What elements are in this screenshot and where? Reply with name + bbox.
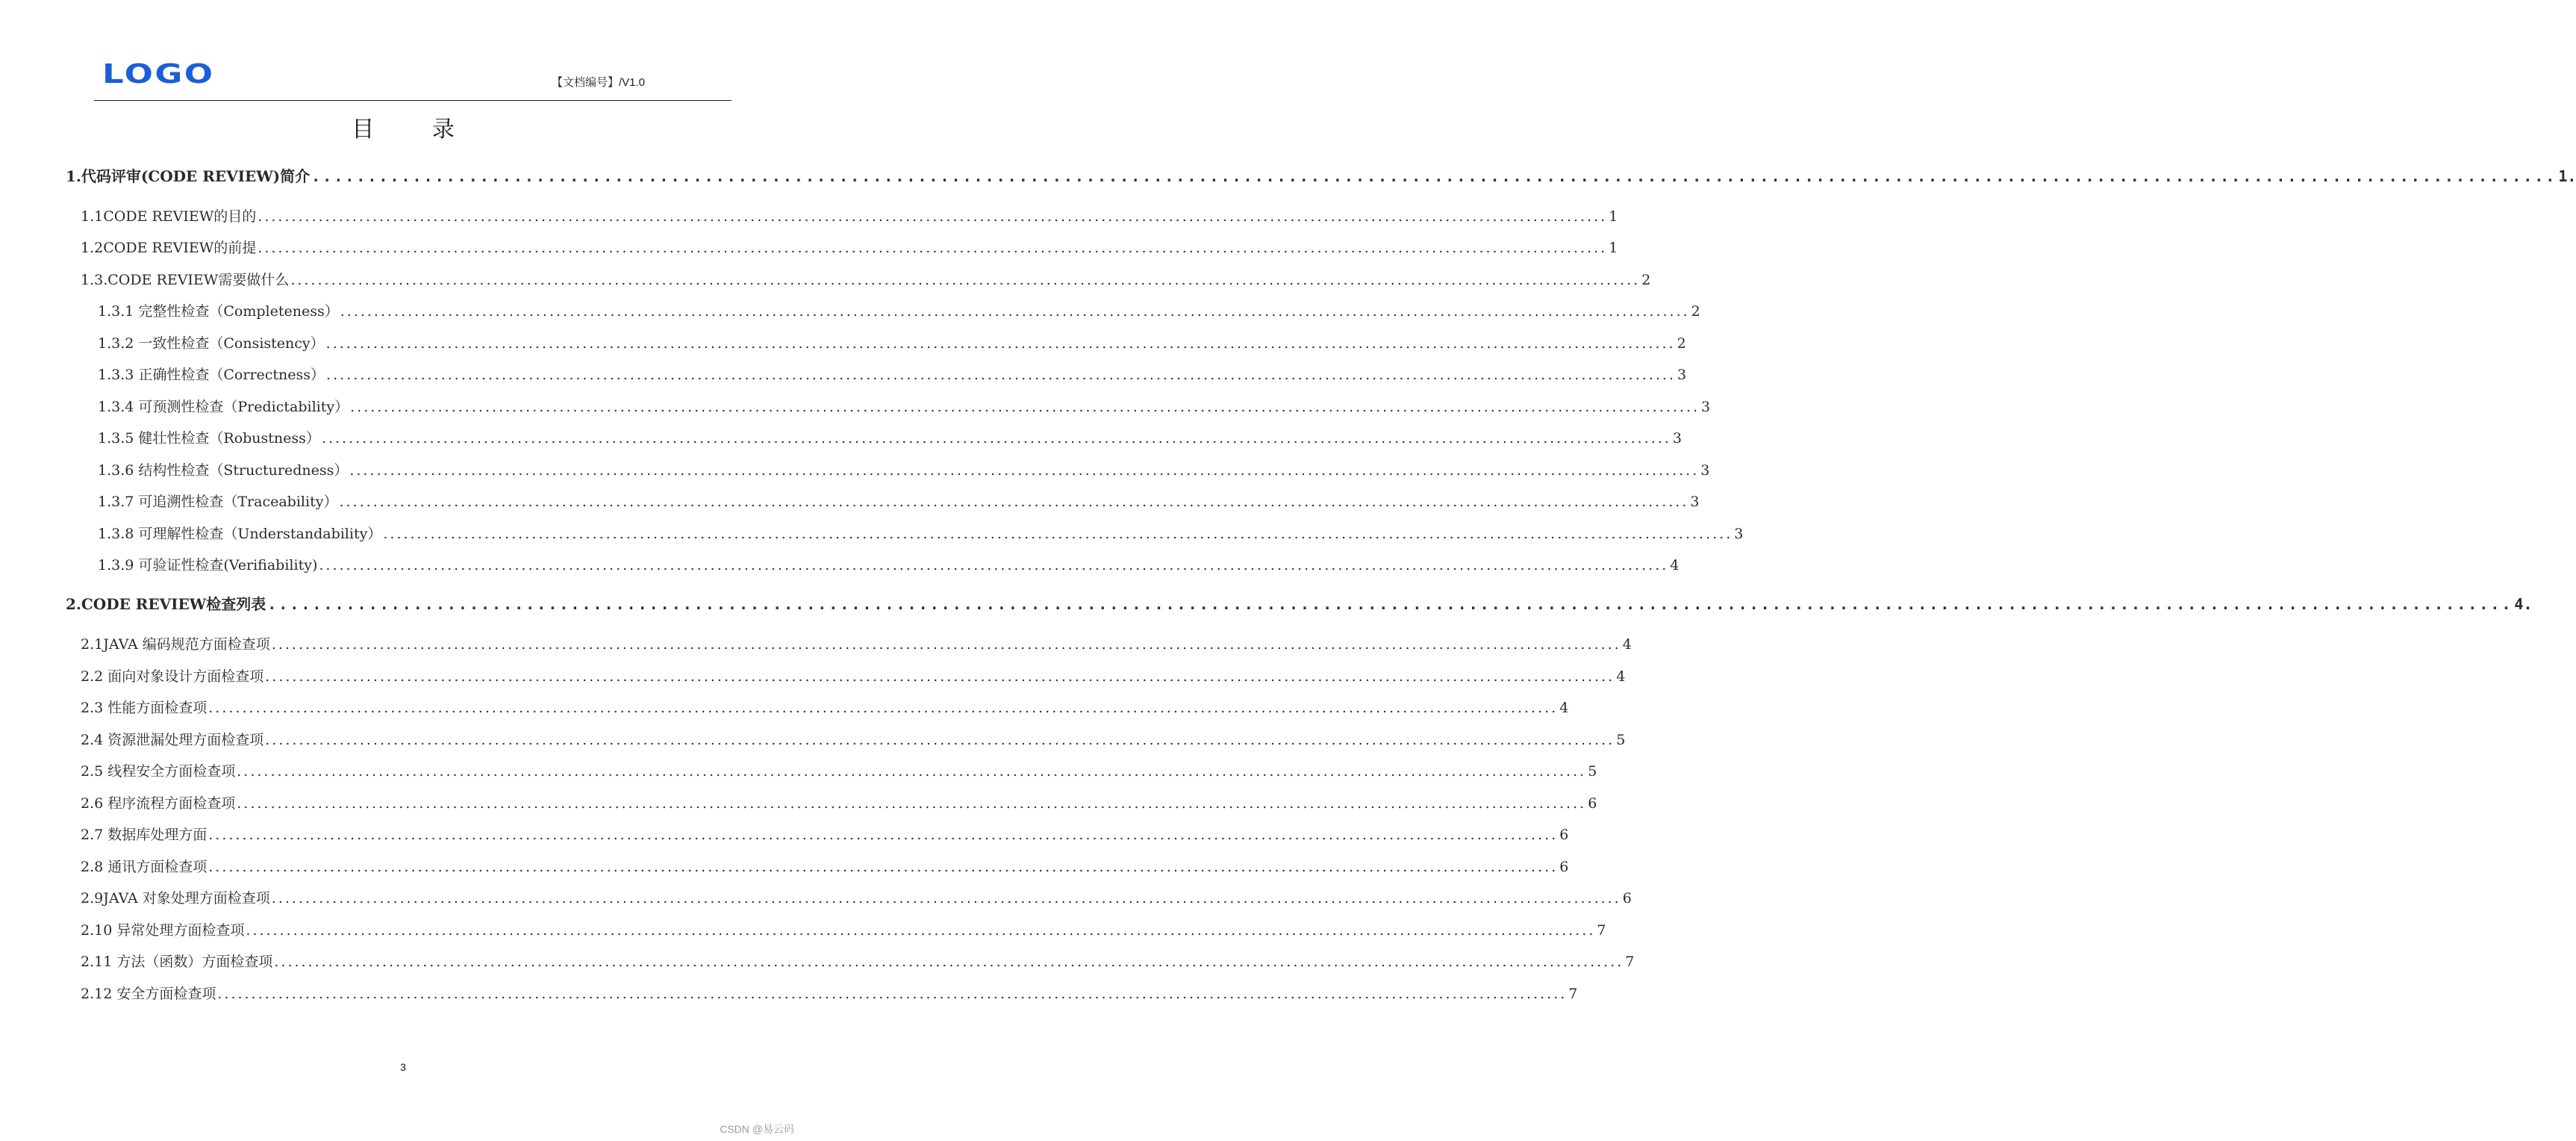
document-code: 【文档编号】/V1.0 (551, 76, 645, 89)
toc-leader-dots: ........................................................................................................................................................................................................ (319, 557, 1669, 573)
toc-entry[interactable] (81, 824, 1569, 845)
toc-entry[interactable] (81, 983, 1578, 1004)
toc-leader-dots: ........................................................................................................................................................................................................ (349, 462, 1700, 479)
toc-entry[interactable] (98, 364, 1687, 385)
toc-entry-label: 1.3.2 一致性检查（Consistency） (98, 335, 325, 352)
toc-entry-label: 1.3.7 可追溯性检查（Traceability） (98, 494, 338, 510)
toc-entry-label: 1.3.CODE REVIEW需要做什么 (81, 272, 290, 288)
toc-leader-dots: ........................................................................................................................................................................................................ (340, 303, 1690, 320)
toc-entry-page: 7 (1625, 954, 1635, 970)
toc-entry[interactable] (98, 491, 1700, 512)
toc-entry-label: 2.CODE REVIEW检查列表 (66, 595, 266, 613)
toc-leader-dots: ........................................................................................................................................................................................................ (321, 430, 1671, 447)
toc-entry-page: 2 (1677, 335, 1686, 352)
toc-entry-page: 3 (1734, 526, 1744, 542)
toc-entry[interactable] (81, 237, 1618, 258)
toc-leader-dots: ........................................................................................................................................................................................................ (326, 367, 1676, 383)
toc-entry-label: 1.2CODE REVIEW的前提 (81, 240, 257, 256)
toc-entry-label: 1.3.5 健壮性检查（Robustness） (98, 430, 320, 447)
toc-entry[interactable] (81, 856, 1569, 877)
toc-entry[interactable] (98, 333, 1686, 354)
toc-entry-page: 1. (2558, 167, 2576, 185)
toc-entry[interactable] (81, 920, 1606, 941)
toc-entry-page: 6 (1588, 795, 1597, 812)
toc-leader-dots: ........................................................................................................................................................................................................ (274, 954, 1624, 970)
toc-entry-label: 1.3.6 结构性检查（Structuredness） (98, 462, 349, 479)
toc-entry-label: 2.7 数据库处理方面 (81, 827, 208, 843)
toc-entry[interactable] (81, 761, 1597, 782)
toc-entry-page: 1 (1609, 240, 1618, 256)
toc-entry[interactable] (98, 397, 1711, 417)
toc-leader-dots: ........................................................................................................................................................................................................ (325, 335, 1676, 352)
toc-entry[interactable] (81, 951, 1635, 972)
watermark: CSDN @易云码 (720, 1123, 794, 1135)
toc-entry-label: 1.3.1 完整性检查（Completeness） (98, 303, 339, 320)
logo: LOGO (102, 59, 215, 90)
toc-entry[interactable] (98, 523, 1744, 544)
toc-leader-dots: ........................................................................................................................................................................................................ (383, 526, 1733, 542)
toc-leader-dots: ........................................................................................................................................................................................................ (339, 494, 1689, 510)
toc-entry-page: 4 (1670, 557, 1680, 573)
toc-leader-dots: ........................................................................................................................................................................................................ (237, 795, 1587, 812)
toc-entry[interactable] (98, 555, 1680, 576)
toc-entry-page: 7 (1597, 922, 1606, 939)
toc-entry[interactable] (81, 634, 1632, 655)
toc-leader-dots: ........................................................................................................................................................................................................ (290, 272, 1641, 288)
toc-entry-label: 1.3.4 可预测性检查（Predictability） (98, 399, 349, 415)
toc-leader-dots: ........................................................................................................................................................................................................ (208, 700, 1559, 716)
toc-entry[interactable] (98, 428, 1682, 449)
toc-leader-dots: ........................................................................................................................................................................................................ (246, 922, 1596, 939)
toc-leader-dots: ........................................................................................................................................................................................................ (258, 240, 1608, 256)
toc-entry-page: 4. (2514, 595, 2533, 613)
page-number: 3 (400, 1061, 406, 1073)
toc-entry-page: 6 (1559, 827, 1569, 843)
toc-entry-label: 2.9JAVA 对象处理方面检查项 (81, 890, 270, 907)
toc-leader-dots: ........................................................................................................................................................................................................ (217, 986, 1568, 1002)
toc-entry-page: 4 (1559, 700, 1569, 716)
toc-leader-dots: ........................................................................................................................................................................................................ (350, 399, 1700, 415)
toc-entry-label: 2.10 异常处理方面检查项 (81, 922, 245, 939)
toc-entry-page: 1 (1609, 208, 1618, 225)
toc-entry-label: 1.3.8 可理解性检查（Understandability） (98, 526, 382, 542)
toc-entry[interactable] (98, 460, 1710, 481)
toc-entry-label: 2.6 程序流程方面检查项 (81, 795, 236, 812)
toc-leader-dots: ........................................................................................................................................................................................................ (267, 595, 2513, 613)
toc-entry-page: 3 (1701, 399, 1711, 415)
toc-entry[interactable] (66, 594, 2533, 615)
toc-entry[interactable] (81, 888, 1632, 909)
toc-entry-page: 3 (1690, 494, 1700, 510)
toc-entry-label: 2.4 资源泄漏处理方面检查项 (81, 732, 264, 748)
toc-leader-dots: ........................................................................................................................................................................................................ (208, 859, 1559, 875)
toc-entry-page: 3 (1677, 367, 1687, 383)
toc-leader-dots: ........................................................................................................................................................................................................ (265, 668, 1615, 685)
toc-entry-page: 4 (1622, 636, 1632, 653)
toc-entry-label: 1.3.3 正确性检查（Correctness） (98, 367, 325, 383)
toc-entry[interactable] (81, 793, 1597, 814)
toc-entry-page: 2 (1641, 272, 1651, 288)
toc-leader-dots: ........................................................................................................................................................................................................ (271, 636, 1621, 653)
toc-entry[interactable] (81, 666, 1626, 687)
toc-entry-label: 2.8 通讯方面检查项 (81, 859, 208, 875)
toc-entry-page: 7 (1568, 986, 1578, 1002)
toc-leader-dots: ........................................................................................................................................................................................................ (208, 827, 1559, 843)
toc-entry-page: 4 (1616, 668, 1626, 685)
toc-entry-label: 2.3 性能方面检查项 (81, 700, 208, 716)
toc-entry-label: 1.3.9 可验证性检查(Verifiability) (98, 557, 318, 573)
toc-entry[interactable] (98, 301, 1700, 322)
toc-entry-label: 1.代码评审(CODE REVIEW)简介 (66, 167, 311, 185)
toc-entry-label: 2.12 安全方面检查项 (81, 986, 216, 1002)
toc-entry-page: 5 (1588, 763, 1597, 780)
toc-entry[interactable] (66, 166, 2576, 187)
toc-entry-label: 2.1JAVA 编码规范方面检查项 (81, 636, 270, 653)
toc-entry-label: 2.5 线程安全方面检查项 (81, 763, 236, 780)
toc-leader-dots: ........................................................................................................................................................................................................ (271, 890, 1621, 907)
toc-entry-label: 2.2 面向对象设计方面检查项 (81, 668, 264, 685)
toc-entry[interactable] (81, 697, 1569, 718)
toc-entry-page: 3 (1700, 462, 1710, 479)
toc-entry-page: 5 (1616, 732, 1626, 748)
toc-entry-label: 1.1CODE REVIEW的目的 (81, 208, 257, 225)
toc-leader-dots: ........................................................................................................................................................................................................ (265, 732, 1615, 748)
toc-leader-dots: ........................................................................................................................................................................................................ (311, 167, 2557, 185)
toc-entry-label: 2.11 方法（函数）方面检查项 (81, 954, 273, 970)
toc-leader-dots: ........................................................................................................................................................................................................ (237, 763, 1587, 780)
toc-entry-page: 6 (1559, 859, 1569, 875)
toc-entry[interactable] (81, 730, 1626, 750)
toc-entry-page: 3 (1672, 430, 1682, 447)
toc-title: 目 录 (352, 116, 480, 143)
toc-entry-page: 2 (1691, 303, 1700, 320)
toc-entry-page: 6 (1622, 890, 1632, 907)
toc-entry[interactable] (81, 206, 1618, 227)
toc-entry[interactable] (81, 270, 1651, 290)
toc-leader-dots: ........................................................................................................................................................................................................ (258, 208, 1608, 225)
